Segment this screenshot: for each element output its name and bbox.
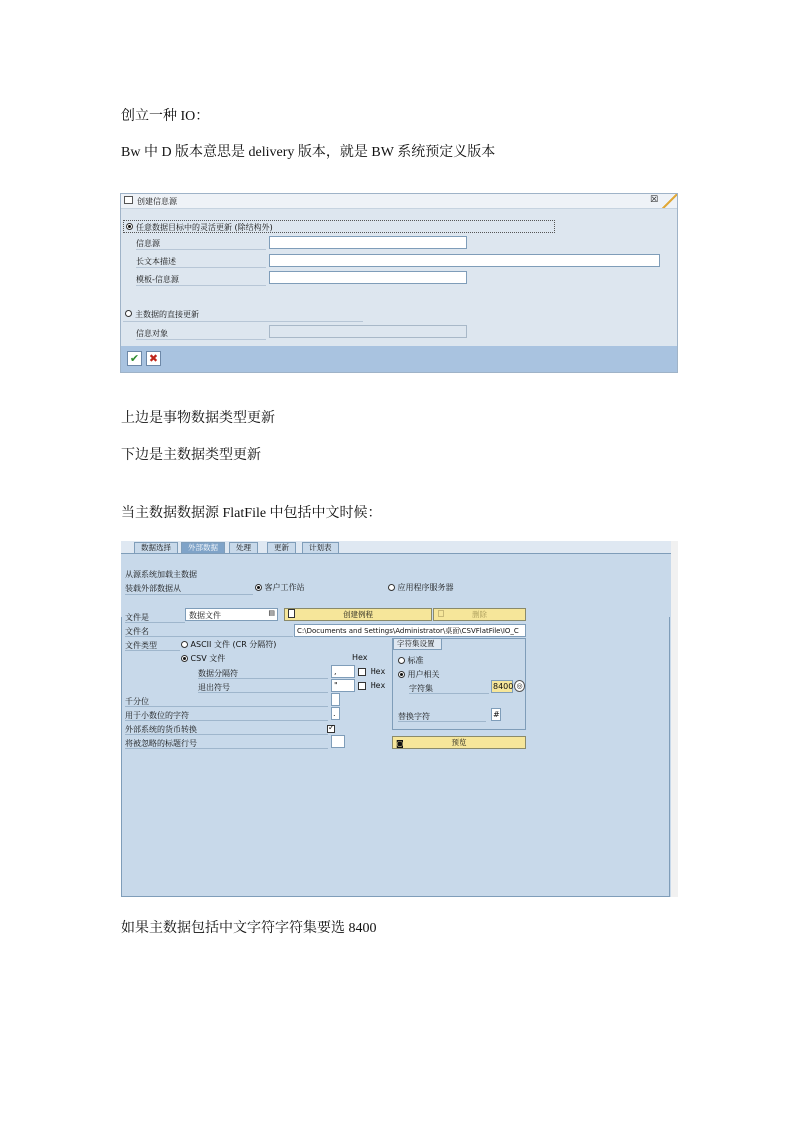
tab-processing[interactable]: 处理 [229,542,258,553]
label-long-description: 长文本描述 [136,256,266,268]
option-user-label: 用户相关 [407,670,440,679]
trash-icon [438,610,444,617]
tab-update[interactable]: 更新 [267,542,296,553]
infoobject-input [269,325,467,338]
label-replacement-char: 替换字符 [398,712,430,721]
search-help-icon[interactable]: ◎ [514,680,525,692]
label-charset: 字符集 [409,684,433,693]
radio-application-server[interactable] [388,584,395,591]
label-data-separator: 数据分隔符 [198,669,238,678]
close-icon[interactable]: ☒ [650,195,659,205]
divider [125,594,253,595]
dialog-corner-decoration [661,194,677,208]
dialog-icon [124,196,133,204]
option-client-workstation[interactable] [255,582,305,593]
label-infosource: 信息源 [136,238,266,250]
escape-symbol-value: " [334,681,338,690]
label-thousands-separator: 千分位 [125,697,149,706]
confirm-button[interactable]: ✔ [127,351,142,366]
radio-direct-update[interactable] [125,310,132,317]
cancel-button[interactable]: ✖ [146,351,161,366]
label-filename: 文件名 [125,627,149,636]
option-ascii-label: ASCII 文件 (CR 分隔符) [190,640,277,649]
paragraph-flatfile-chinese: 当主数据数据源 FlatFile 中包括中文时候： [121,506,382,521]
option-application-server[interactable] [388,582,454,593]
filename-value: C:\Documents and Settings\Administrator\桌面\CSVFlatFile\IO_C [297,627,519,635]
label-template-infosource: 模板-信息源 [136,274,266,286]
direct-update-option[interactable] [123,309,363,322]
dialog-titlebar [121,194,677,209]
charset-value: 8400 [493,682,514,691]
hex-label: Hex [370,667,386,676]
option-appserver-label: 应用程序服务器 [397,583,454,592]
flexible-update-option[interactable] [123,220,555,233]
tab-schedule[interactable]: 计划表 [302,542,339,553]
panel-frame [121,617,670,897]
dialog-button-bar [121,346,677,372]
section-title: 从源系统加载主数据 [125,570,197,579]
paragraph-create-io: 创立一种 IO： [121,109,210,124]
infosource-input[interactable] [269,236,467,249]
create-routine-label: 创建例程 [343,610,373,619]
label-ignored-header-rows: 将被忽略的标题行号 [125,739,197,748]
preview-icon: ◙ [396,739,404,748]
hex-column-header: Hex [352,653,368,662]
paragraph-d-version: Bw 中 D 版本意思是 delivery 版本，就是 BW 系统预定义版本 [121,145,496,160]
option-csv-label: CSV 文件 [190,654,226,663]
dropdown-icon: ▤ [268,609,275,617]
infopackage-external-data-panel [121,541,678,897]
radio-client-workstation[interactable] [255,584,262,591]
data-separator-value: , [334,667,337,676]
tab-strip [121,541,671,554]
paragraph-master-update: 下边是主数据类型更新 [121,448,261,463]
tab-data-selection[interactable]: 数据选择 [134,542,178,553]
file-type-value: 数据文件 [189,611,221,620]
preview-label: 预览 [451,738,467,747]
label-decimal-char: 用于小数位的字符 [125,711,189,720]
hex-label: Hex [370,681,386,690]
template-infosource-input[interactable] [269,271,467,284]
option-flexible-label: 任意数据目标中的灵活更新 (除结构外) [136,223,273,232]
paragraph-charset-8400: 如果主数据包括中文字符字符集要选 8400 [121,921,377,936]
label-file-type: 文件类型 [125,641,157,650]
label-escape-symbol: 退出符号 [198,683,230,692]
long-description-input[interactable] [269,254,660,267]
label-infoobject: 信息对象 [136,328,266,340]
charset-group-title: 字符集设置 [393,638,442,650]
delete-label: 删除 [472,610,487,619]
replacement-char-value: # [493,710,500,719]
option-client-label: 客户工作站 [264,583,305,592]
option-standard-label: 标准 [407,656,424,665]
tab-external-data[interactable]: 外部数据 [181,542,225,553]
label-currency-conversion: 外部系统的货币转换 [125,725,197,734]
label-load-from: 装载外部数据从 [125,584,181,593]
option-direct-label: 主数据的直接更新 [135,310,199,319]
create-infosource-dialog [120,193,678,373]
paragraph-transaction-update: 上边是事物数据类型更新 [121,411,275,426]
dialog-title: 创建信息源 [137,197,177,206]
label-file-is: 文件是 [125,613,149,622]
radio-flexible-update[interactable] [126,223,133,230]
decimal-value: . [333,709,336,718]
